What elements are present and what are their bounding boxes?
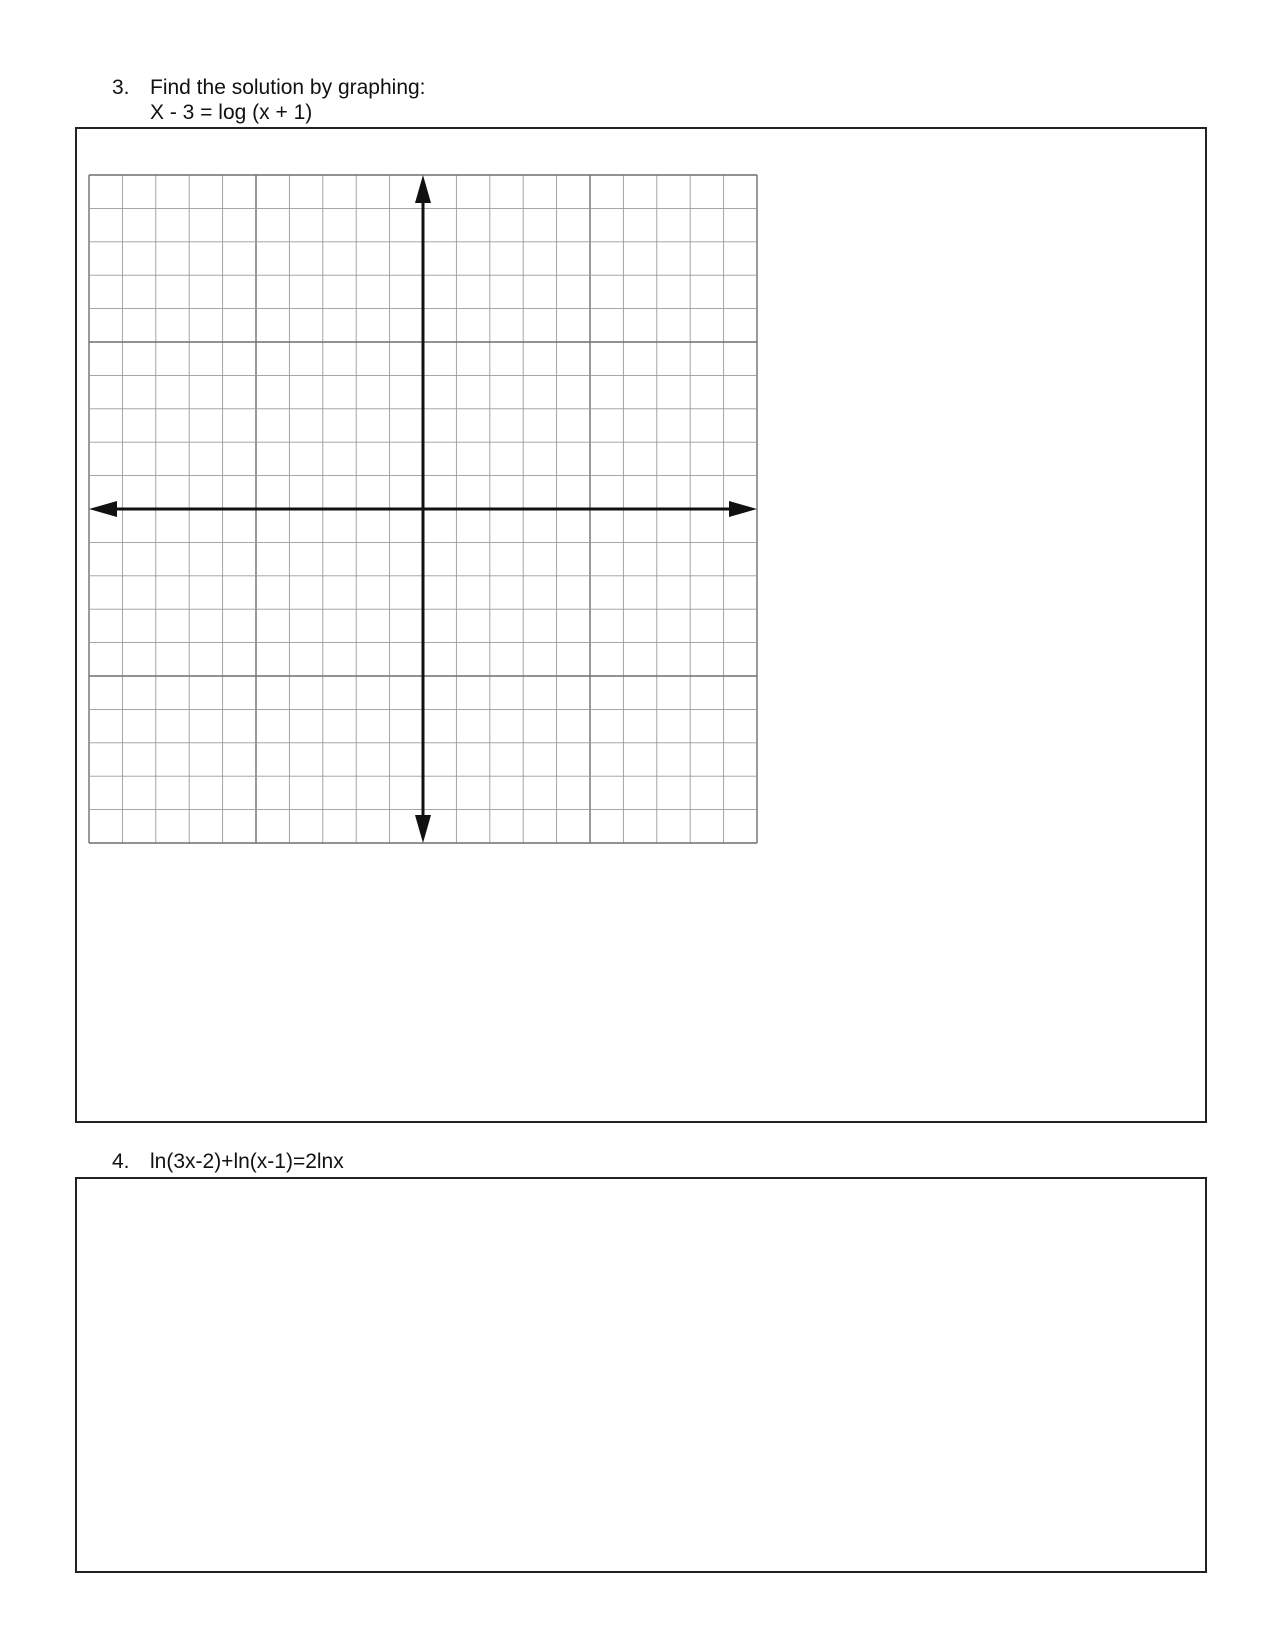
- coordinate-grid[interactable]: [88, 174, 748, 842]
- y-axis-arrow-down: [415, 815, 431, 843]
- question-equation: X - 3 = log (x + 1): [150, 101, 313, 124]
- y-axis-arrow-up: [415, 175, 431, 203]
- question-number: 4.: [112, 1150, 130, 1173]
- question-number: 3.: [112, 76, 130, 99]
- answer-box-question-4[interactable]: [75, 1177, 1207, 1573]
- question-prompt: Find the solution by graphing:: [150, 76, 426, 99]
- x-axis-arrow-left: [89, 501, 117, 517]
- question-equation: ln(3x-2)+ln(x-1)=2lnx: [150, 1150, 344, 1173]
